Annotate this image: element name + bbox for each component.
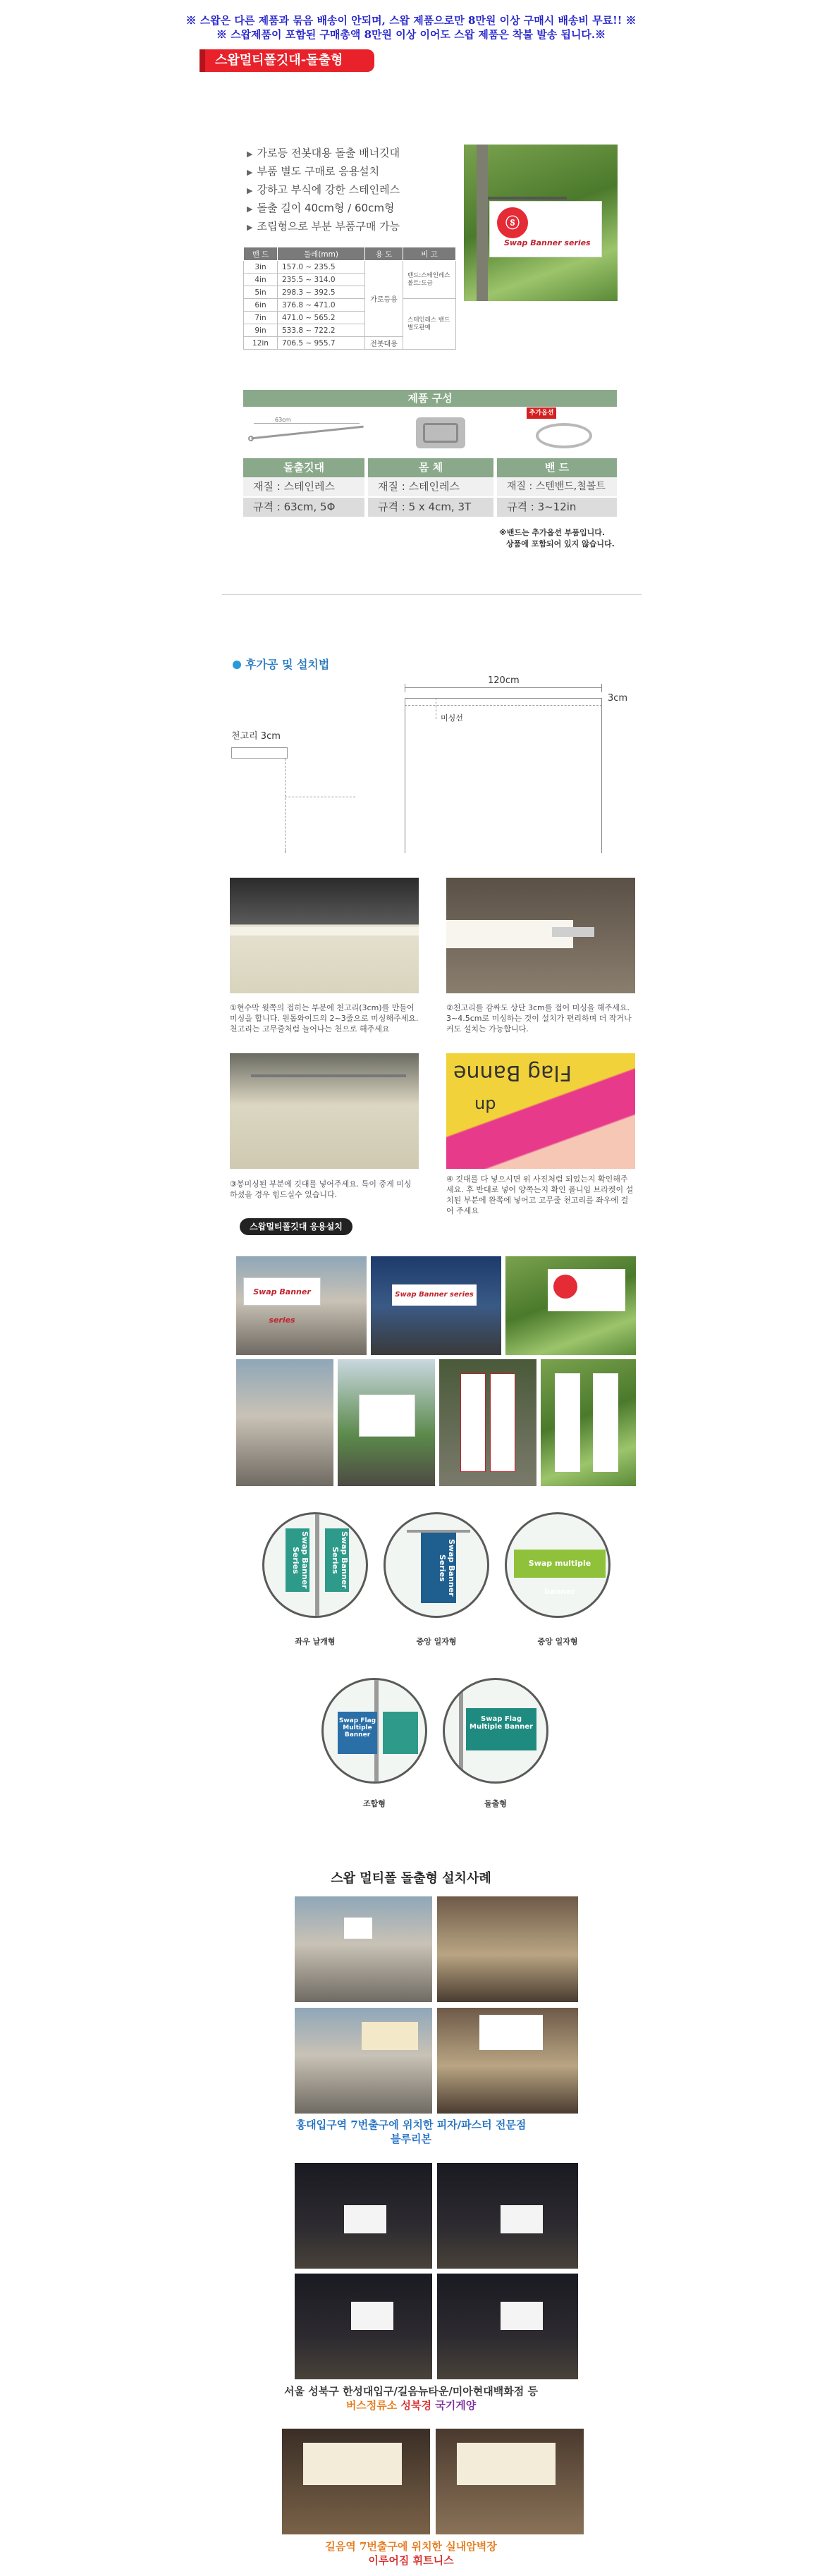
flag-image: [489, 201, 602, 257]
type-label: 조합형: [363, 1799, 386, 1808]
application-tag: 스왑멀티폴깃대 응용설치: [240, 1218, 352, 1235]
feature-item: ▶ 강하고 부식에 강한 스테인레스: [247, 183, 400, 196]
rod-illustration: [247, 415, 367, 450]
gallery-photo: [338, 1359, 435, 1486]
product-photo: [464, 145, 618, 301]
comp-head-band: 밴 드: [497, 458, 617, 477]
spec-header: 밴 드: [244, 247, 278, 261]
composition-title: 제품 구성: [243, 390, 617, 407]
step-photo-2: [446, 878, 635, 993]
case-photo: [437, 2163, 578, 2269]
optional-badge: 추가옵션: [527, 407, 556, 419]
spec-table: [243, 247, 456, 350]
type-circle-combined: Swap Flag Multiple Banner: [321, 1678, 427, 1784]
case-photo: [295, 2274, 432, 2379]
comp-head-rod: 돌출깃대: [243, 458, 364, 477]
hem-label: 천고리 3cm: [231, 731, 281, 742]
type-label: 중앙 일자형: [416, 1637, 457, 1646]
step-photo-1: [230, 878, 419, 993]
comp-material: 재질 : 스텐밴드,철볼트: [497, 477, 617, 496]
step-text-4: ④ 깃대를 다 넣으시면 위 사진처럼 되었는지 확인해주세요. 후 반대로 넣어 양쪽는지 확인 폴니임 브라켓이 설치된 부분에 완쪽에 넣어고 고무줄 천고리를 좌우에 걸어 주세요: [446, 1174, 634, 1215]
feature-item: ▶ 조립형으로 부분 부품구매 가능: [247, 220, 400, 233]
case-photo: [295, 2163, 432, 2269]
shipping-notice-2: ※ 스왑제품이 포함된 구매총액 8만원 이상 이어도 스왑 제품은 착불 발송 됩니다.※: [216, 28, 606, 41]
step-photo-3: [230, 1053, 419, 1169]
table-row: 12in 706.5 ~ 955.7 전봇대용: [244, 337, 456, 350]
triangle-icon: ▶: [247, 149, 253, 159]
spec-header: 용 도: [365, 247, 403, 261]
feature-list: [247, 145, 400, 236]
case-caption-1: 홍대입구역 7번출구에 위치한 피자/파스터 전문점: [295, 2118, 527, 2131]
hem-diagram: [231, 747, 288, 759]
flag-text: Swap Banner series: [504, 238, 591, 247]
triangle-icon: ▶: [247, 186, 253, 195]
type-circle-horizontal: Swap multiple banner: [505, 1512, 611, 1618]
sewing-line-label: 미싱선: [441, 713, 463, 723]
case-photo: [437, 1896, 578, 2002]
band-illustration: [536, 423, 592, 448]
comp-spec: 규격 : 3~12in: [497, 498, 617, 517]
case-photo: [436, 2429, 584, 2534]
section-divider: [222, 594, 642, 595]
triangle-icon: ▶: [247, 223, 253, 232]
install-section-title: 후가공 및 설치법: [233, 656, 329, 672]
bullet-icon: [233, 661, 241, 669]
side-label: 3cm: [608, 693, 628, 704]
table-row: 4in 235.5 ~ 314.0: [244, 274, 456, 286]
gallery-photo: [439, 1359, 536, 1486]
product-title: 스왑멀티폴깃대-돌출형: [200, 49, 374, 72]
type-label: 좌우 날개형: [295, 1637, 336, 1646]
triangle-icon: ▶: [247, 204, 253, 214]
feature-item: ▶ 부품 별도 구매로 응용설치: [247, 165, 380, 178]
comp-spec: 규격 : 63cm, 5Φ: [243, 498, 364, 517]
step-text-3: ③봉미싱된 부분에 깃대를 넣어주세요. 특이 중게 미싱하셨을 경우 힘드실수 있습니다.: [230, 1179, 412, 1199]
table-row: 6in 376.8 ~ 471.0 스테인레스 밴드 별도판매: [244, 299, 456, 312]
body-illustration: [416, 417, 465, 448]
type-circle-center: Swap Banner Series: [384, 1512, 489, 1618]
swap-logo-icon: ⓢ: [497, 207, 528, 238]
case-caption-1b: 블루리본: [391, 2133, 431, 2145]
case-caption-3b: 이루어짐 휘트니스: [368, 2554, 454, 2567]
gallery-photo: [236, 1359, 333, 1486]
band-note-1: ※밴드는 추가옵션 부품입니다.: [499, 528, 606, 537]
gallery-photo: Swap Banner series: [371, 1256, 501, 1355]
spec-header: 둘레(mm): [278, 247, 365, 261]
type-circle-protruding: Swap Flag Multiple Banner: [443, 1678, 548, 1784]
case-photo: [437, 2008, 578, 2114]
gallery-photo: [541, 1359, 636, 1486]
feature-item: ▶ 돌출 길이 40cm형 / 60cm형: [247, 202, 395, 214]
feature-item: ▶ 가로등 전봇대용 돌출 배너깃대: [247, 147, 400, 159]
step-text-2: ②천고리를 감싸도 상단 3cm를 접어 미싱을 해주세요. 3~4.5cm로 미싱하는 것이 설치가 편리하며 더 작거나 커도 설치는 가능합니다.: [446, 1003, 632, 1034]
cases-title: 스왑 멀티폴 돌출형 설치사례: [331, 1871, 491, 1886]
case-caption-3: 길음역 7번출구에 위치한 실내암벽장: [325, 2540, 497, 2553]
case-photo: [295, 2008, 432, 2114]
spec-header: 비 고: [403, 247, 456, 261]
table-row: 9in 533.8 ~ 722.2: [244, 324, 456, 337]
comp-material: 재질 : 스테인레스: [368, 477, 493, 496]
triangle-icon: ▶: [247, 168, 253, 177]
comp-spec: 규격 : 5 x 4cm, 3T: [368, 498, 493, 517]
case-photo: [437, 2274, 578, 2379]
type-label: 돌출형: [484, 1799, 507, 1808]
gallery-photo: Swap Banner series: [236, 1256, 367, 1355]
comp-head-body: 몸 체: [368, 458, 493, 477]
comp-material: 재질 : 스테인레스: [243, 477, 364, 496]
case-photo: [295, 1896, 432, 2002]
shipping-notice-1: ※ 스왑은 다른 제품과 묶음 배송이 안되며, 스왑 제품으로만 8만원 이상 구매시 배송비 무료!! ※: [185, 14, 637, 27]
rod-dimension: 63cm: [275, 417, 291, 423]
case-caption-2: 서울 성북구 한성대입구/길음뉴타운/미아현대백화점 등: [284, 2385, 538, 2398]
step-text-1: ①현수막 윗쪽의 접히는 부분에 천고리(3cm)를 만들어 미싱을 합니다. 원톱와이드의 2~3줄으로 미싱해주세요. 천고리는 고무줄처럼 늘어나는 천으로 해주세요: [230, 1003, 419, 1034]
case-caption-2b: 버스정류소 성북경 국기게양: [345, 2399, 477, 2412]
table-row: 3in 157.0 ~ 235.5 가로등용 밴드:스테인레스 볼트:도금: [244, 261, 456, 274]
swap-logo-icon: [553, 1275, 577, 1299]
table-row: 7in 471.0 ~ 565.2: [244, 312, 456, 324]
type-label: 중앙 일자형: [537, 1637, 578, 1646]
table-row: 5in 298.3 ~ 392.5: [244, 286, 456, 299]
rod-image: [488, 197, 567, 200]
case-photo: [282, 2429, 430, 2534]
step-photo-4: Flag Banne dn: [446, 1053, 635, 1169]
gallery-photo: [505, 1256, 636, 1355]
pole-image: [477, 145, 488, 301]
band-note-2: 상품에 포함되어 있지 않습니다.: [506, 539, 615, 548]
type-circle-wing: Swap Banner Series Swap Banner Series: [262, 1512, 368, 1618]
width-label: 120cm: [488, 675, 520, 686]
